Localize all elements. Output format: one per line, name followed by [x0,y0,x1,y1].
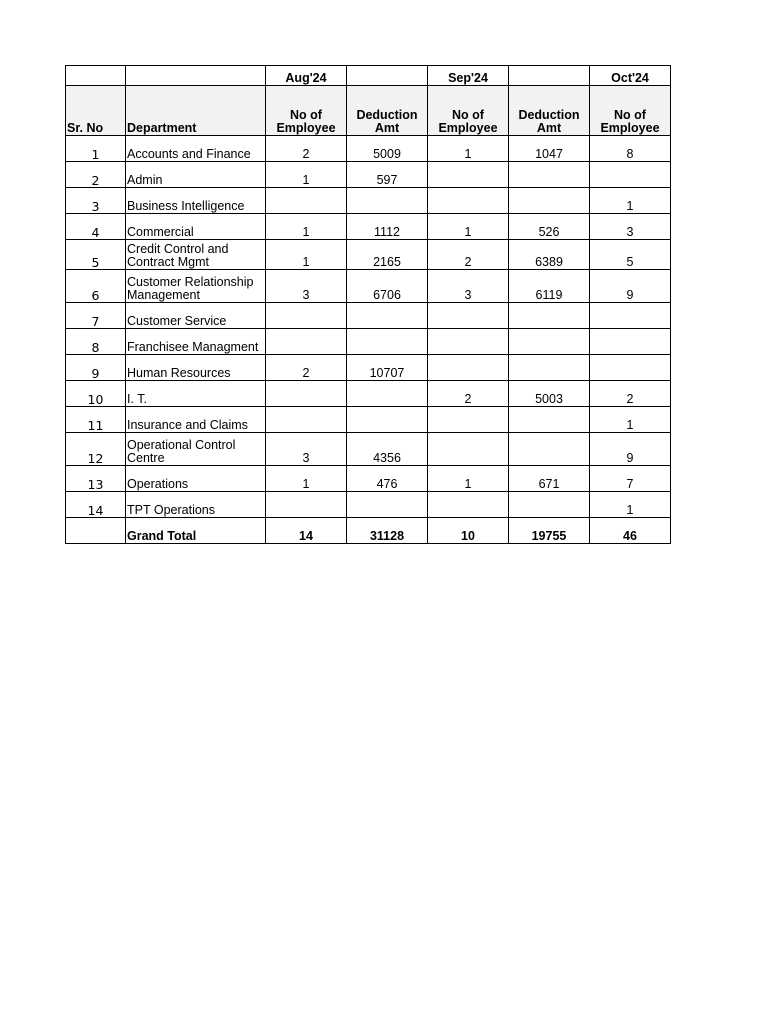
aug-deduction-cell: 1112 [347,214,428,240]
sr-no-cell: 1 [66,136,126,162]
oct-employee-cell: 3 [590,214,671,240]
sep-deduction-cell [509,492,590,518]
sep-employee-cell: 2 [428,381,509,407]
department-cell: Customer Relationship Management [126,270,266,303]
sep-deduction-cell: 6119 [509,270,590,303]
sr-no-cell: 4 [66,214,126,240]
sep-deduction-cell [509,162,590,188]
aug-employee-cell: 3 [266,433,347,466]
sep-deduction-cell [509,355,590,381]
sr-no-cell: 7 [66,303,126,329]
empty-header-cell [126,66,266,86]
sep-employee-cell: 3 [428,270,509,303]
table-row [66,407,671,433]
total-aug-employee: 14 [266,518,347,544]
sr-no-cell: 13 [66,466,126,492]
empty-header-cell [509,66,590,86]
sr-no-header: Sr. No [66,86,126,136]
aug-employee-cell: 1 [266,240,347,270]
sr-no-cell: 11 [66,407,126,433]
oct-employee-cell: 7 [590,466,671,492]
column-header-row [66,86,671,136]
sep-employee-cell [428,433,509,466]
aug-deduction-cell: 476 [347,466,428,492]
aug-employee-cell: 2 [266,136,347,162]
department-cell: Insurance and Claims [126,407,266,433]
total-sep-deduction: 19755 [509,518,590,544]
total-aug-deduction: 31128 [347,518,428,544]
month-oct-header: Oct'24 [590,66,671,86]
department-cell: Operations [126,466,266,492]
sr-no-cell: 2 [66,162,126,188]
sep-deduction-cell [509,329,590,355]
sep-employee-cell [428,407,509,433]
aug-employee-cell [266,329,347,355]
sep-deduction-header: Deduction Amt [509,86,590,136]
aug-deduction-cell: 5009 [347,136,428,162]
table-row [66,466,671,492]
sep-deduction-cell: 671 [509,466,590,492]
sep-employee-cell [428,492,509,518]
sep-deduction-cell: 6389 [509,240,590,270]
sep-deduction-cell: 1047 [509,136,590,162]
sep-employee-cell [428,355,509,381]
aug-employee-cell: 1 [266,162,347,188]
table-row [66,270,671,303]
sep-employee-cell: 1 [428,136,509,162]
oct-employee-cell [590,355,671,381]
total-sep-employee: 10 [428,518,509,544]
department-cell: Accounts and Finance [126,136,266,162]
department-cell: Human Resources [126,355,266,381]
table-row [66,214,671,240]
month-aug-header: Aug'24 [266,66,347,86]
aug-deduction-cell: 4356 [347,433,428,466]
aug-deduction-cell [347,492,428,518]
grand-total-row [66,518,671,544]
aug-employee-header: No of Employee [266,86,347,136]
department-cell: Customer Service [126,303,266,329]
sr-no-cell: 12 [66,433,126,466]
aug-employee-cell [266,188,347,214]
aug-employee-cell [266,381,347,407]
aug-deduction-cell: 6706 [347,270,428,303]
oct-employee-cell: 9 [590,270,671,303]
sr-no-cell: 14 [66,492,126,518]
total-oct-employee: 46 [590,518,671,544]
sep-employee-cell [428,188,509,214]
table-body [66,136,671,518]
table-row [66,329,671,355]
aug-employee-cell [266,303,347,329]
table-row [66,188,671,214]
department-cell: Credit Control and Contract Mgmt [126,240,266,270]
oct-employee-cell [590,162,671,188]
oct-employee-cell [590,303,671,329]
sep-deduction-cell: 5003 [509,381,590,407]
table-row [66,381,671,407]
department-cell: Commercial [126,214,266,240]
department-cell: Admin [126,162,266,188]
department-cell: Operational Control Centre [126,433,266,466]
aug-employee-cell [266,492,347,518]
aug-deduction-cell [347,407,428,433]
sep-employee-cell [428,329,509,355]
aug-employee-cell: 3 [266,270,347,303]
table-row [66,433,671,466]
sr-no-cell: 6 [66,270,126,303]
sep-employee-cell: 2 [428,240,509,270]
sep-employee-cell: 1 [428,214,509,240]
sr-no-cell: 5 [66,240,126,270]
sep-deduction-cell [509,433,590,466]
sr-no-cell: 10 [66,381,126,407]
month-sep-header: Sep'24 [428,66,509,86]
sep-employee-cell: 1 [428,466,509,492]
aug-deduction-cell [347,303,428,329]
sr-no-cell: 9 [66,355,126,381]
table-row [66,162,671,188]
sep-employee-cell [428,162,509,188]
table-row [66,492,671,518]
aug-employee-cell: 1 [266,214,347,240]
oct-employee-cell: 1 [590,492,671,518]
department-cell: I. T. [126,381,266,407]
sep-employee-cell [428,303,509,329]
deduction-table [65,65,671,544]
aug-deduction-cell: 2165 [347,240,428,270]
aug-deduction-cell: 597 [347,162,428,188]
month-header-row [66,66,671,86]
table-row [66,240,671,270]
aug-deduction-header: Deduction Amt [347,86,428,136]
aug-deduction-cell: 10707 [347,355,428,381]
sep-deduction-cell [509,303,590,329]
table-row [66,303,671,329]
oct-employee-header: No of Employee [590,86,671,136]
aug-deduction-cell [347,188,428,214]
sep-deduction-cell [509,407,590,433]
grand-total-label: Grand Total [126,518,266,544]
sep-employee-header: No of Employee [428,86,509,136]
oct-employee-cell [590,329,671,355]
aug-deduction-cell [347,329,428,355]
sep-deduction-cell [509,188,590,214]
aug-employee-cell [266,407,347,433]
department-cell: TPT Operations [126,492,266,518]
oct-employee-cell: 5 [590,240,671,270]
oct-employee-cell: 9 [590,433,671,466]
empty-header-cell [66,66,126,86]
table-row [66,136,671,162]
sep-deduction-cell: 526 [509,214,590,240]
oct-employee-cell: 8 [590,136,671,162]
aug-employee-cell: 2 [266,355,347,381]
department-cell: Franchisee Managment [126,329,266,355]
aug-employee-cell: 1 [266,466,347,492]
oct-employee-cell: 1 [590,188,671,214]
oct-employee-cell: 1 [590,407,671,433]
aug-deduction-cell [347,381,428,407]
sr-no-cell: 8 [66,329,126,355]
table-row [66,355,671,381]
department-header: Department [126,86,266,136]
sr-no-cell: 3 [66,188,126,214]
department-cell: Business Intelligence [126,188,266,214]
oct-employee-cell: 2 [590,381,671,407]
empty-header-cell [347,66,428,86]
grand-total-sr-cell [66,518,126,544]
